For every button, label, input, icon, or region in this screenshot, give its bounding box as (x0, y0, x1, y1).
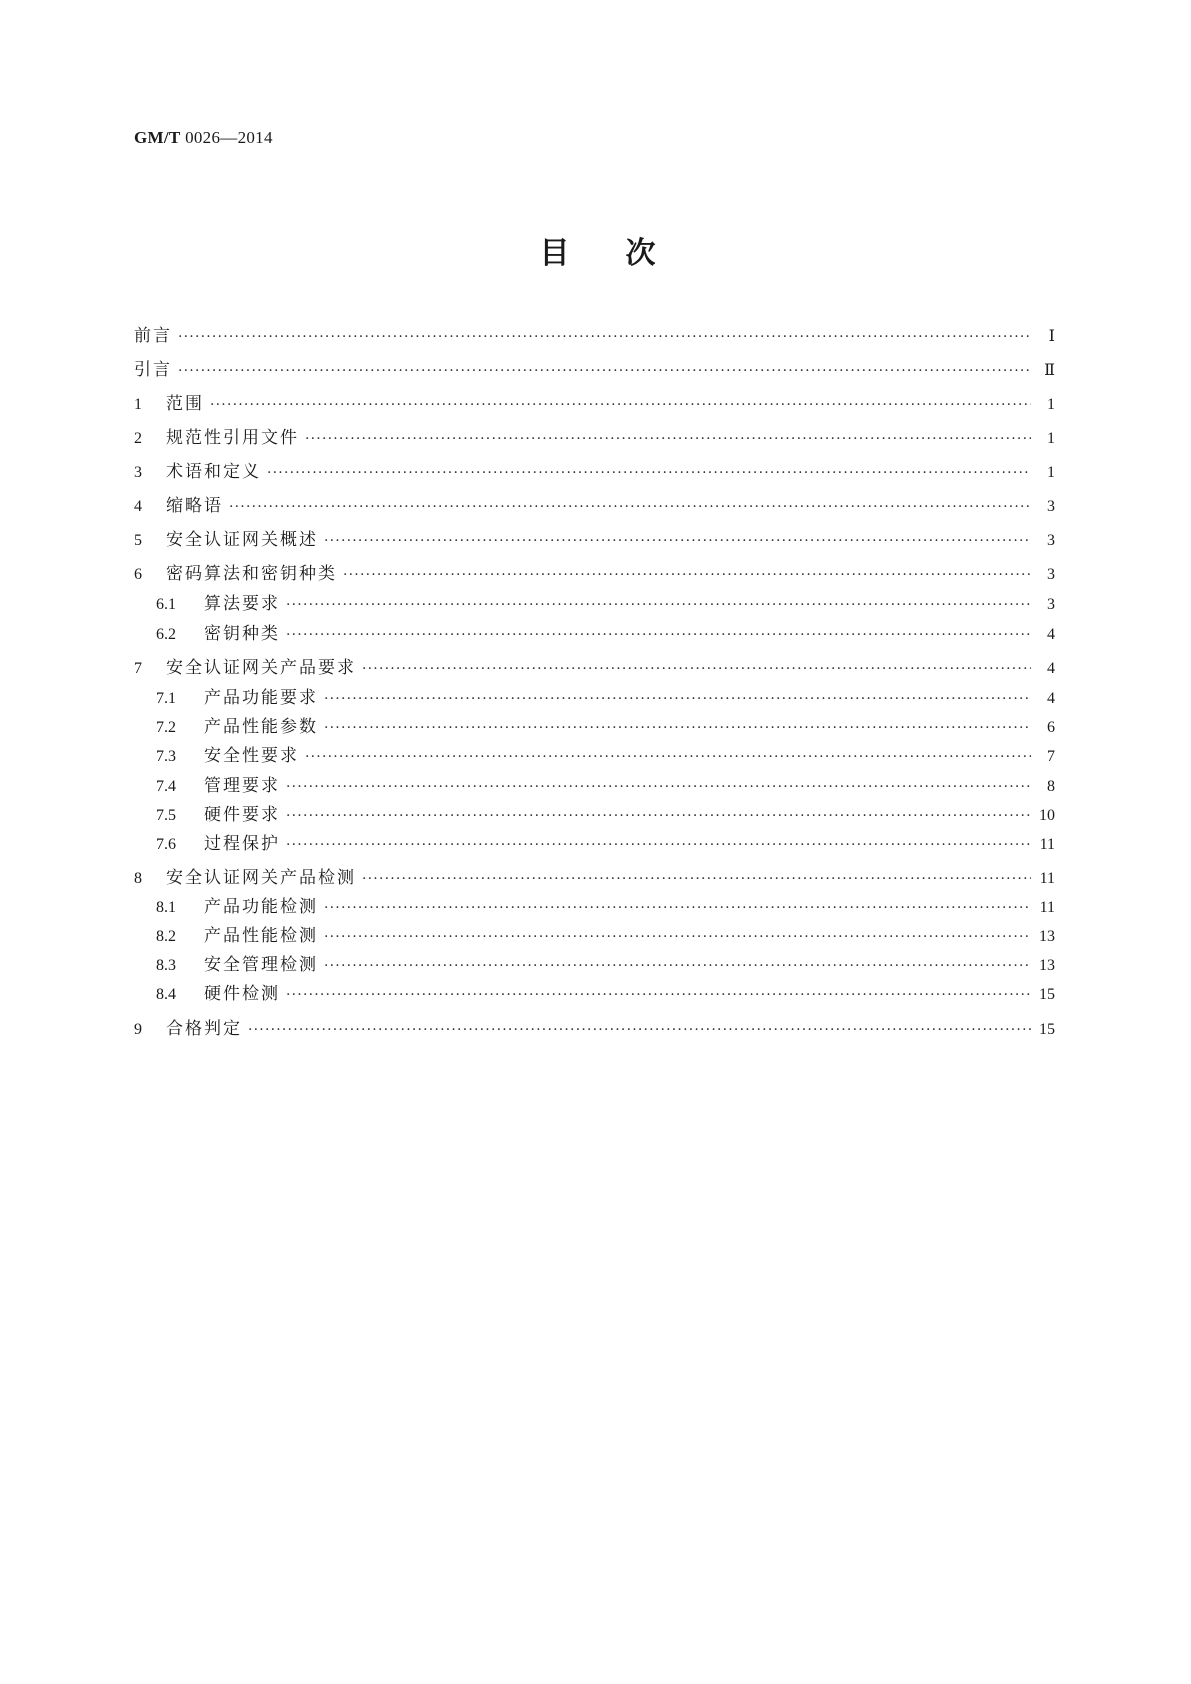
toc-entry[interactable] (134, 326, 1055, 347)
toc-entry-page: Ⅰ (1048, 328, 1055, 345)
toc-entry-page: 1 (1047, 396, 1055, 413)
toc-dot-leader (286, 835, 1031, 855)
toc-entry[interactable] (134, 360, 1055, 381)
toc-entry-page: 13 (1039, 928, 1055, 945)
toc-entry-page: Ⅱ (1044, 362, 1055, 379)
toc-dot-leader (286, 777, 1031, 797)
toc-entry-number: 8 (134, 870, 142, 887)
toc-entry-label: 缩略语 (166, 496, 223, 516)
document-code-number: 0026—2014 (180, 128, 273, 147)
toc-entry-number: 3 (134, 464, 142, 481)
toc-entry[interactable] (134, 834, 1055, 855)
toc-dot-leader (324, 927, 1031, 947)
toc-dot-leader (362, 659, 1031, 679)
toc-dot-leader (362, 869, 1031, 889)
toc-entry[interactable] (134, 428, 1055, 449)
toc-entry-page: 10 (1039, 807, 1055, 824)
toc-entry-number: 6.1 (156, 596, 176, 613)
toc-entry-number: 7.3 (156, 748, 176, 765)
toc-entry-number: 6 (134, 566, 142, 583)
toc-dot-leader (305, 747, 1031, 767)
toc-dot-leader (286, 595, 1031, 615)
toc-entry-label: 算法要求 (204, 594, 280, 614)
toc-dot-leader (324, 718, 1031, 738)
toc-entry-label: 规范性引用文件 (166, 428, 299, 448)
toc-entry-number: 5 (134, 532, 142, 549)
toc-entry-number: 7.6 (156, 836, 176, 853)
toc-dot-leader (178, 361, 1031, 381)
toc-entry-number: 7 (134, 660, 142, 677)
toc-entry-number: 6.2 (156, 626, 176, 643)
toc-dot-leader (324, 531, 1031, 551)
toc-entry-page: 15 (1039, 986, 1055, 1003)
toc-dot-leader (286, 806, 1031, 826)
toc-dot-leader (324, 898, 1031, 918)
toc-entry-label: 范围 (166, 394, 204, 414)
toc-entry-page: 11 (1039, 870, 1055, 887)
toc-entry-page: 1 (1047, 430, 1055, 447)
toc-dot-leader (343, 565, 1031, 585)
toc-entry-number: 8.2 (156, 928, 176, 945)
toc-entry[interactable] (134, 926, 1055, 947)
toc-entry-page: 1 (1047, 464, 1055, 481)
toc-entry[interactable] (134, 594, 1055, 615)
toc-entry[interactable] (134, 1019, 1055, 1040)
toc-entry-label: 密码算法和密钥种类 (166, 564, 337, 584)
toc-dot-leader (267, 463, 1031, 483)
document-code (134, 128, 273, 148)
toc-entry-label: 密钥种类 (204, 624, 280, 644)
toc-dot-leader (286, 985, 1031, 1005)
toc-entry-page: 3 (1047, 566, 1055, 583)
toc-entry[interactable] (134, 984, 1055, 1005)
toc-entry[interactable] (134, 868, 1055, 889)
toc-entry-number: 9 (134, 1021, 142, 1038)
toc-entry-page: 6 (1047, 719, 1055, 736)
toc-entry-page: 4 (1047, 626, 1055, 643)
toc-entry[interactable] (134, 564, 1055, 585)
toc-entry-label: 产品性能参数 (204, 717, 318, 737)
toc-entry-label: 安全管理检测 (204, 955, 318, 975)
toc-dot-leader (324, 956, 1031, 976)
toc-entry-label: 管理要求 (204, 776, 280, 796)
toc-entry-number: 8.4 (156, 986, 176, 1003)
toc-entry-label: 产品功能要求 (204, 688, 318, 708)
toc-entry-page: 11 (1039, 899, 1055, 916)
toc-dot-leader (248, 1020, 1031, 1040)
toc-entry-page: 15 (1039, 1021, 1055, 1038)
toc-entry-label: 安全认证网关产品检测 (166, 868, 356, 888)
toc-entry-label: 过程保护 (204, 834, 280, 854)
page-title: 目次 (539, 236, 712, 271)
toc-entry[interactable] (134, 530, 1055, 551)
toc-dot-leader (178, 327, 1031, 347)
toc-entry-label: 术语和定义 (166, 462, 261, 482)
toc-entry-number: 7.5 (156, 807, 176, 824)
toc-entry-page: 8 (1047, 778, 1055, 795)
toc-entry[interactable] (134, 776, 1055, 797)
toc-entry[interactable] (134, 805, 1055, 826)
toc-entry-label: 硬件检测 (204, 984, 280, 1004)
toc-entry-label: 引言 (134, 360, 172, 380)
toc-entry-label: 安全认证网关产品要求 (166, 658, 356, 678)
toc-dot-leader (229, 497, 1031, 517)
toc-entry-page: 4 (1047, 690, 1055, 707)
toc-entry-page: 4 (1047, 660, 1055, 677)
toc-entry-label: 安全认证网关概述 (166, 530, 318, 550)
toc-entry[interactable] (134, 624, 1055, 645)
toc-entry-number: 7.1 (156, 690, 176, 707)
toc-entry-page: 3 (1047, 596, 1055, 613)
toc-entry-number: 2 (134, 430, 142, 447)
toc-entry[interactable] (134, 688, 1055, 709)
toc-entry-number: 8.3 (156, 957, 176, 974)
document-code-prefix: GM/T (134, 128, 181, 147)
toc-entry[interactable] (134, 658, 1055, 679)
toc-entry-page: 3 (1047, 532, 1055, 549)
toc-entry-number: 7.4 (156, 778, 176, 795)
toc-entry[interactable] (134, 746, 1055, 767)
toc-entry[interactable] (134, 897, 1055, 918)
toc-dot-leader (210, 395, 1031, 415)
toc-entry-page: 7 (1047, 748, 1055, 765)
toc-entry-number: 4 (134, 498, 142, 515)
toc-dot-leader (305, 429, 1031, 449)
toc-entry[interactable] (134, 717, 1055, 738)
toc-entry[interactable] (134, 496, 1055, 517)
toc-entry[interactable] (134, 394, 1055, 415)
toc-entry-number: 7.2 (156, 719, 176, 736)
toc-entry-page: 11 (1039, 836, 1055, 853)
toc-entry-label: 硬件要求 (204, 805, 280, 825)
toc-entry-label: 前言 (134, 326, 172, 346)
toc-entry-number: 8.1 (156, 899, 176, 916)
toc-entry-label: 产品功能检测 (204, 897, 318, 917)
toc-entry[interactable] (134, 955, 1055, 976)
toc-entry-label: 安全性要求 (204, 746, 299, 766)
toc-entry-number: 1 (134, 396, 142, 413)
toc-dot-leader (286, 625, 1031, 645)
toc-entry-page: 3 (1047, 498, 1055, 515)
toc-entry-label: 产品性能检测 (204, 926, 318, 946)
toc-entry-label: 合格判定 (166, 1019, 242, 1039)
toc-dot-leader (324, 689, 1031, 709)
toc-entry[interactable] (134, 462, 1055, 483)
toc-entry-page: 13 (1039, 957, 1055, 974)
